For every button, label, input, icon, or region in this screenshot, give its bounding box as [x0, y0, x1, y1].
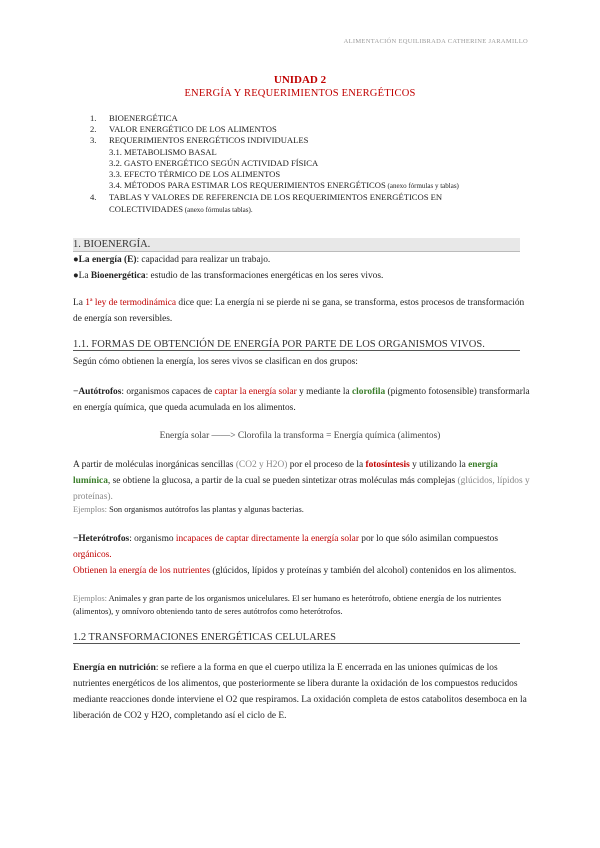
definition-bioenergetics: ●La Bioenergética: estudio de las transformaciones energéticas en los seres vivos.: [73, 271, 384, 281]
nutrition-energy-paragraph: Energía en nutrición: se refiere a la forma en que el cuerpo utiliza la E encerrada en las uniones químicas de los nutrientes energéticos de los alimentos, que posteriormente se libera durante la oxidación de los compuestos reducidos mediante reacciones donde interviene el O2 que respiramos. La oxidación completa de estos catabolitos desemboca en la liberación de CO2 y H2O, completando así el ciclo de E.: [73, 663, 527, 721]
toc-item: 3. REQUERIMIENTOS ENERGÉTICOS INDIVIDUALES: [90, 135, 309, 146]
heterotrophs-example: Ejemplos: Animales y gran parte de los organismos unicelulares. El ser humano es heterótrofo, obtiene energía de los nutrientes (alimentos), y omnívoro obteniendo tanto de seres autótrofos como heterótrofos.: [73, 594, 502, 616]
section-heading-obtencion: 1.1. FORMAS DE OBTENCIÓN DE ENERGÍA POR PARTE DE LOS ORGANISMOS VIVOS.: [73, 339, 520, 351]
table-of-contents: [90, 113, 459, 216]
autotrophs-example: Ejemplos: Son organismos autótrofos las plantas y algunas bacterias.: [73, 505, 304, 514]
toc-item-continued: COLECTIVIDADES (anexo fórmulas tablas).: [109, 203, 253, 214]
unit-title: UNIDAD 2: [273, 74, 327, 86]
toc-item: 2. VALOR ENERGÉTICO DE LOS ALIMENTOS: [90, 124, 277, 135]
toc-subitem: 3.1. METABOLISMO BASAL: [109, 146, 217, 157]
toc-subitem: 3.2. GASTO ENERGÉTICO SEGÚN ACTIVIDAD FÍSICA: [109, 157, 319, 168]
section-heading-transformaciones: 1.2 TRANSFORMACIONES ENERGÉTICAS CELULARES: [73, 632, 520, 644]
toc-subitem: 3.4. MÉTODOS PARA ESTIMAR LOS REQUERIMIENTOS ENERGÉTICOS (anexo fórmulas y tablas): [109, 180, 459, 191]
toc-item: 4. TABLAS Y VALORES DE REFERENCIA DE LOS REQUERIMIENTOS ENERGÉTICOS EN: [90, 192, 443, 203]
unit-subtitle: ENERGÍA Y REQUERIMIENTOS ENERGÉTICOS: [184, 88, 416, 99]
toc-subitem: 3.3. EFECTO TÉRMICO DE LOS ALIMENTOS: [109, 169, 281, 180]
photosynthesis-paragraph: A partir de moléculas inorgánicas sencillas (CO2 y H2O) por el proceso de la fotosíntesis y utilizando la energía lumínica, se obtiene la glucosa, a partir de la cual se pueden sintetizar otras moléculas más complejas (glúcidos, lípidos y proteínas).: [73, 460, 530, 502]
section-heading-bioenergia: 1. BIOENERGÍA.: [73, 238, 520, 252]
definition-energy: ●La energía (E): capacidad para realizar un trabajo.: [73, 255, 271, 265]
autotrophs-paragraph: −Autótrofos: organismos capaces de captar la energía solar y mediante la clorofila (pigmento fotosensible) transformarla en energía química, que queda acumulada en los alimentos.: [73, 387, 530, 413]
running-header: ALIMENTACIÓN EQUILIBRADA CATHERINE JARAMILLO: [343, 38, 528, 45]
toc-item: 1. BIOENERGÉTICA: [90, 113, 178, 123]
heterotrophs-paragraph: −Heterótrofos: organismo incapaces de captar directamente la energía solar por lo que sólo asimilan compuestos orgánicos. Obtienen la energía de los nutrientes (glúcidos, lípidos y proteínas y también del alcohol) contenidos en los alimentos.: [73, 534, 517, 576]
intro-paragraph: Según cómo obtienen la energía, los seres vivos se clasifican en dos grupos:: [73, 357, 358, 367]
energy-equation: Energía solar ——> Clorofila la transforma = Energía química (alimentos): [159, 431, 441, 441]
thermodynamics-paragraph: La 1ª ley de termodinámica dice que: La energía ni se pierde ni se gana, se transforma, estos procesos de transformación de energía son reversibles.: [73, 298, 525, 324]
